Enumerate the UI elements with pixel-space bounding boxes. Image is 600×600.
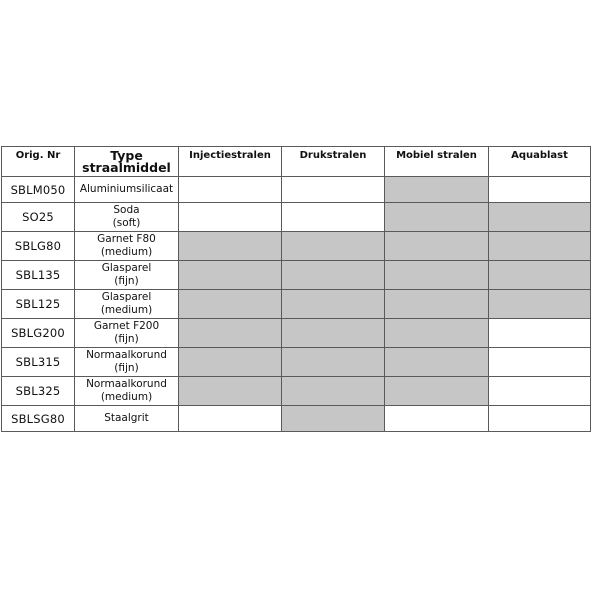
straalmiddel-name: Aluminiumsilicaat xyxy=(79,183,174,195)
empty-cell xyxy=(179,177,282,203)
header-method: Aquablast xyxy=(489,147,591,177)
suitable-mark-cell xyxy=(489,232,591,261)
type-cell xyxy=(75,177,179,203)
suitable-mark-cell xyxy=(282,377,385,406)
suitable-mark-cell xyxy=(179,377,282,406)
suitable-mark-cell xyxy=(282,261,385,290)
table-header-row xyxy=(2,147,591,177)
header-method: Injectiestralen xyxy=(179,147,282,177)
table-row xyxy=(2,348,591,377)
header-method: Drukstralen xyxy=(282,147,385,177)
table-row xyxy=(2,406,591,432)
straalmiddel-grade: (medium) xyxy=(100,246,153,258)
table-row xyxy=(2,203,591,232)
type-cell xyxy=(75,377,179,406)
type-cell xyxy=(75,261,179,290)
orig-nr-cell: SBLG200 xyxy=(2,319,75,348)
suitable-mark-cell xyxy=(179,348,282,377)
suitable-mark-cell xyxy=(179,319,282,348)
empty-cell xyxy=(282,177,385,203)
table-body xyxy=(2,177,591,432)
suitable-mark-cell xyxy=(282,406,385,432)
straalmiddel-grade: (fijn) xyxy=(114,333,139,345)
orig-nr-cell: SBL125 xyxy=(2,290,75,319)
suitable-mark-cell xyxy=(282,290,385,319)
straalmiddel-name: Normaalkorund xyxy=(86,349,167,361)
straalmiddel-name: Garnet F80 xyxy=(97,233,156,245)
suitable-mark-cell xyxy=(282,319,385,348)
suitable-mark-cell xyxy=(282,348,385,377)
orig-nr-cell: SBLM050 xyxy=(2,177,75,203)
orig-nr-cell: SBLSG80 xyxy=(2,406,75,432)
empty-cell xyxy=(489,319,591,348)
suitable-mark-cell xyxy=(385,232,489,261)
table-row xyxy=(2,177,591,203)
table-row xyxy=(2,261,591,290)
suitable-mark-cell xyxy=(489,261,591,290)
header-type-straalmiddel: Type straalmiddel xyxy=(75,147,179,177)
empty-cell xyxy=(179,203,282,232)
type-cell xyxy=(75,319,179,348)
straalmiddel-name: Normaalkorund xyxy=(86,378,167,390)
suitable-mark-cell xyxy=(489,290,591,319)
header-method: Mobiel stralen xyxy=(385,147,489,177)
straalmiddel-name: Garnet F200 xyxy=(93,320,160,332)
orig-nr-cell: SO25 xyxy=(2,203,75,232)
orig-nr-cell: SBL135 xyxy=(2,261,75,290)
suitable-mark-cell xyxy=(385,319,489,348)
suitable-mark-cell xyxy=(179,261,282,290)
orig-nr-cell: SBL325 xyxy=(2,377,75,406)
empty-cell xyxy=(282,203,385,232)
straalmiddel-grade: (medium) xyxy=(100,304,153,316)
table-row xyxy=(2,290,591,319)
table-row xyxy=(2,232,591,261)
empty-cell xyxy=(489,406,591,432)
straalmiddel-grade: (soft) xyxy=(112,217,141,229)
orig-nr-cell: SBLG80 xyxy=(2,232,75,261)
header-orig-nr: Orig. Nr xyxy=(2,147,75,177)
straalmiddel-compatibility-table xyxy=(1,146,591,432)
table-row xyxy=(2,319,591,348)
suitable-mark-cell xyxy=(385,261,489,290)
suitable-mark-cell xyxy=(385,348,489,377)
straalmiddel-grade: (medium) xyxy=(100,391,153,403)
suitable-mark-cell xyxy=(282,232,385,261)
straalmiddel-name: Glasparel xyxy=(101,291,152,303)
empty-cell xyxy=(489,348,591,377)
type-cell xyxy=(75,203,179,232)
straalmiddel-name: Glasparel xyxy=(101,262,152,274)
suitable-mark-cell xyxy=(179,232,282,261)
suitable-mark-cell xyxy=(385,177,489,203)
straalmiddel-name: Staalgrit xyxy=(104,412,149,424)
table-row xyxy=(2,377,591,406)
empty-cell xyxy=(489,177,591,203)
straalmiddel-grade: (fijn) xyxy=(114,362,139,374)
orig-nr-cell: SBL315 xyxy=(2,348,75,377)
type-cell xyxy=(75,406,179,432)
suitable-mark-cell xyxy=(489,203,591,232)
suitable-mark-cell xyxy=(179,290,282,319)
empty-cell xyxy=(489,377,591,406)
suitable-mark-cell xyxy=(385,203,489,232)
straalmiddel-name: Soda xyxy=(113,204,140,216)
empty-cell xyxy=(385,406,489,432)
type-cell xyxy=(75,348,179,377)
straalmiddel-grade: (fijn) xyxy=(114,275,139,287)
type-cell xyxy=(75,232,179,261)
type-cell xyxy=(75,290,179,319)
suitable-mark-cell xyxy=(385,377,489,406)
empty-cell xyxy=(179,406,282,432)
suitable-mark-cell xyxy=(385,290,489,319)
